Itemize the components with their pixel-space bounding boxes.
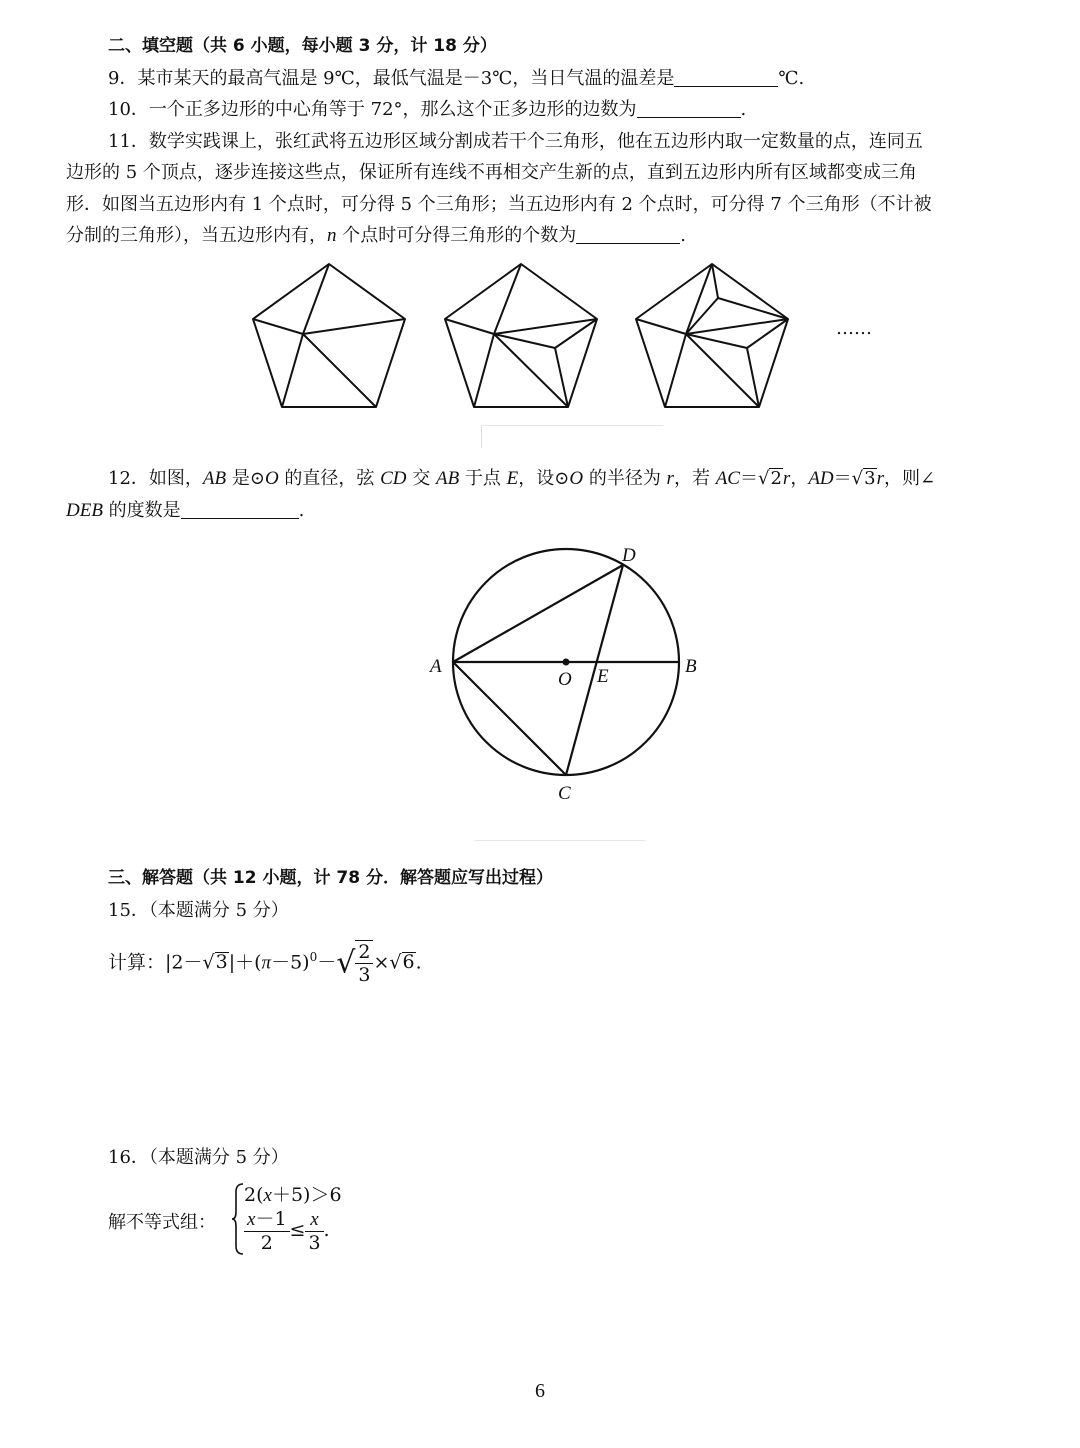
brace-icon	[231, 1182, 245, 1256]
q12-answer-blank[interactable]	[181, 498, 299, 519]
label-E: E	[597, 666, 609, 687]
question-9	[66, 63, 1031, 95]
q11-line4-b: 个点时可分得三角形的个数为	[336, 225, 577, 246]
label-A: A	[430, 656, 442, 677]
q9-text: 9．某市某天的最高气温是 9℃，最低气温是－3℃，当日气温的温差是	[108, 67, 675, 89]
q15-title: 15．（本题满分 5 分）	[108, 899, 289, 921]
q10-end: .	[740, 99, 747, 120]
figure-separator	[481, 425, 663, 448]
section2-header: 二、填空题（共 6 小题，每小题 3 分，计 18 分）	[108, 36, 497, 56]
q9-answer-blank[interactable]	[674, 66, 778, 87]
q11-answer-blank[interactable]	[576, 223, 680, 244]
q16-system: 解不等式组： 2(x＋5)＞6 $\frac{x-1}{2}$ ≤ $\frac{x}{3}$ .	[108, 1180, 408, 1260]
q15-expression: 计算：$|2-√3|+(\pi-5)^0-√$ $\frac{2}{3}$ ×√6.	[108, 941, 422, 987]
q12-line2: DEB 的度数是 .	[66, 499, 305, 521]
pentagon-figure-1	[250, 260, 410, 410]
question-10	[66, 94, 1031, 126]
q16-inequality-1: 2(x＋5)＞6	[244, 1184, 342, 1206]
page-number: 6	[535, 1380, 545, 1402]
pentagon-figure-3	[633, 260, 793, 410]
section3-block	[66, 863, 1031, 926]
q11-line4	[66, 220, 1031, 252]
sqrt-symbol: √	[757, 468, 770, 489]
q16-inequality-2: $\frac{x-1}{2}$ ≤ $\frac{x}{3}$ .	[244, 1208, 330, 1254]
figure-separator-2	[475, 840, 645, 841]
label-C: C	[558, 783, 571, 804]
q11-line4-c: .	[680, 225, 686, 246]
q9-unit: ℃.	[778, 67, 805, 89]
q11-line3: 形．如图当五边形内有 1 个点时，可分得 5 个三角形；当五边形内有 2 个点时，可分得 7 个三角形（不计被	[66, 193, 932, 215]
q16-title: 16．（本题满分 5 分）	[108, 1147, 289, 1168]
section2-block	[66, 31, 1031, 252]
label-O: O	[558, 669, 572, 690]
q11-line4-a: 分制的三角形），当五边形内有，	[66, 225, 327, 246]
label-D: D	[622, 545, 636, 566]
label-B: B	[685, 656, 697, 677]
figure-ellipsis: ……	[836, 318, 872, 339]
q11-var-n: n	[327, 225, 337, 246]
section3-header: 三、解答题（共 12 小题，计 78 分．解答题应写出过程）	[108, 868, 553, 888]
circle-figure	[420, 540, 720, 810]
q12-line1: 12．如图，AB 是⊙O 的直径，弦 CD 交 AB 于点 E，设⊙O 的半径为 r，若 AC＝√2r，AD＝√3r，则∠	[108, 468, 936, 489]
q10-answer-blank[interactable]	[637, 97, 741, 118]
pentagon-figure-2	[442, 260, 602, 410]
sqrt-symbol: √	[851, 468, 864, 489]
q11-line1: 11．数学实践课上，张红武将五边形区域分割成若干个三角形，他在五边形内取一定数量的点，连同五	[108, 130, 923, 152]
q11-line2: 边形的 5 个顶点，逐步连接这些点，保证所有连线不再相交产生新的点，直到五边形内所有区域都变成三角	[66, 162, 917, 183]
center-point-O	[563, 659, 570, 666]
q10-text: 10．一个正多边形的中心角等于 72°，那么这个正多边形的边数为	[108, 99, 637, 120]
question-12	[66, 463, 1031, 526]
